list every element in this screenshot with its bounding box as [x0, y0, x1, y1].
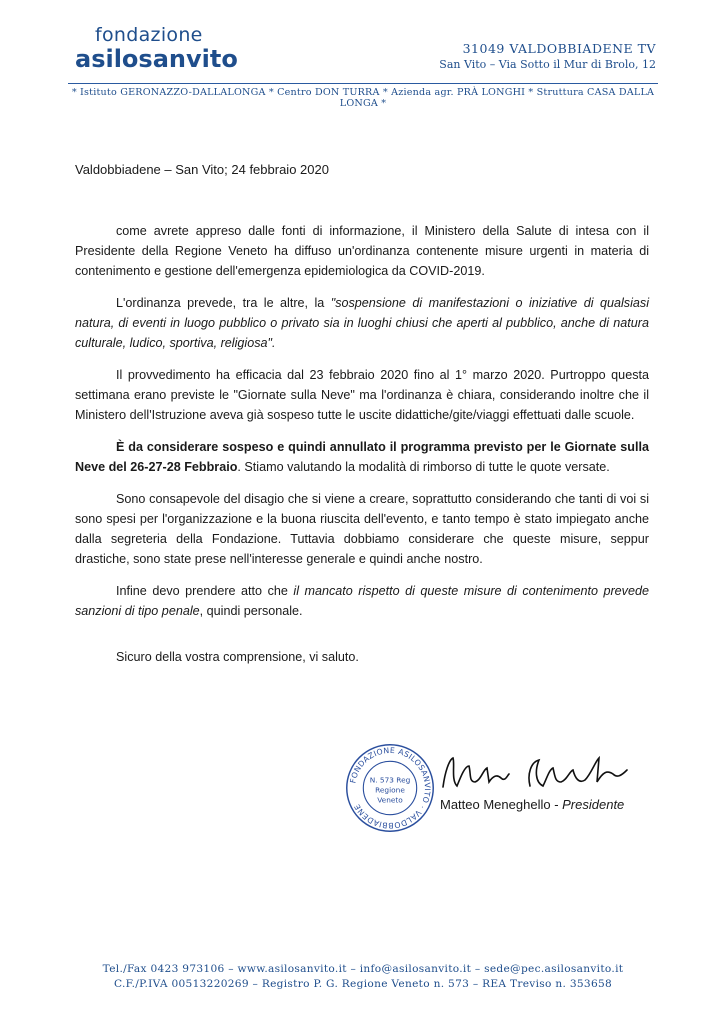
paragraph-6 [75, 581, 649, 621]
address-street: San Vito – Via Sotto il Mur di Brolo, 12 [439, 58, 656, 71]
closing-line: Sicuro della vostra comprensione, vi saluto. [116, 650, 359, 664]
logo-line-fondazione: fondazione [95, 24, 203, 46]
stamp-line-2: Regione [375, 785, 405, 795]
address-city: 31049 VALDOBBIADENE TV [462, 41, 656, 56]
paragraph-6-intro: Infine devo prendere atto che [116, 584, 294, 598]
footer-contacts: Tel./Fax 0423 973106 – www.asilosanvito.it – info@asilosanvito.it – sede@pec.asilosanvito.it [102, 963, 624, 975]
header-divider [68, 83, 658, 84]
paragraph-2 [75, 293, 649, 353]
paragraph-6-rest: , quindi personale. [199, 604, 303, 618]
stamp-ring-textpath: FONDAZIONE ASILOSANVITO · VALDOBBIADENE [348, 745, 433, 831]
signature-stroke-first [443, 758, 509, 787]
official-stamp [344, 742, 436, 834]
letter-date: Valdobbiadene – San Vito; 24 febbraio 2020 [75, 162, 329, 177]
paragraph-1: come avrete appreso dalle fonti di informazione, il Ministero della Salute di intesa con il Presidente della Regione Veneto ha diffuso un'ordinanza contenente misure urgenti in materia di contenimento e gestione dell'emergenza epidemiologica da COVID-2019. [75, 224, 649, 278]
signature-stroke-last [529, 758, 627, 786]
signer-block [440, 797, 624, 812]
signer-role: Presidente [562, 797, 625, 812]
footer-registry: C.F./P.IVA 00513220269 – Registro P. G. Regione Veneto n. 573 – REA Treviso n. 353658 [113, 978, 613, 990]
logo-line-asilosanvito: asilosanvito [75, 45, 238, 73]
foundation-logo [75, 24, 238, 72]
letter-footer [60, 962, 666, 992]
paragraph-4-bold: È da considerare sospeso e quindi annullato il programma previsto per le Giornate sulla Neve del 26-27-28 Febbraio [75, 440, 649, 474]
institutions-line: * Istituto GERONAZZO-DALLALONGA * Centro DON TURRA * Azienda agr. PRÀ LONGHI * Struttura CASA DALLA LONGA * [71, 87, 655, 109]
handwritten-signature [435, 752, 635, 797]
paragraph-4-rest: . Stiamo valutando la modalità di rimborso di tutte le quote versate. [237, 460, 610, 474]
letter-body [75, 221, 649, 633]
signer-separator: - [550, 797, 563, 812]
signer-name: Matteo Meneghello [440, 797, 551, 812]
paragraph-2-intro: L'ordinanza prevede, tra le altre, la [116, 296, 331, 310]
paragraph-4 [75, 437, 649, 477]
stamp-line-3: Veneto [377, 795, 403, 805]
paragraph-3: Il provvedimento ha efficacia dal 23 febbraio 2020 fino al 1° marzo 2020. Purtroppo questa settimana erano previste le "Giornate sulla Neve" ma l'ordinanza è chiara, considerando inoltre che il Ministero dell'Istruzione aveva già sospeso tutte le uscite didattiche/gite/viaggi effettuati dalle scuole. [75, 368, 649, 422]
header-address [439, 40, 656, 73]
stamp-line-1: N. 573 Reg [369, 775, 411, 785]
paragraph-6-italic: il mancato rispetto di queste misure di contenimento prevede sanzioni di tipo penale [75, 584, 649, 618]
paragraph-2-quote: "sospensione di manifestazioni o iniziative di qualsiasi natura, di eventi in luogo pubblico o privato sia in luoghi chiusi che aperti al pubblico, anche di natura culturale, ludico, sportiva, religiosa". [75, 296, 649, 350]
paragraph-5: Sono consapevole del disagio che si viene a creare, soprattutto considerando che tanti di voi si sono spesi per l'organizzazione e la buona riuscita dell'evento, e tanto tempo è stato impiegato anche dalla segreteria della Fondazione. Tuttavia dobbiamo considerare che queste misure, seppur drastiche, sono state prese nell'interesse generale e quindi anche nostro. [75, 492, 649, 566]
